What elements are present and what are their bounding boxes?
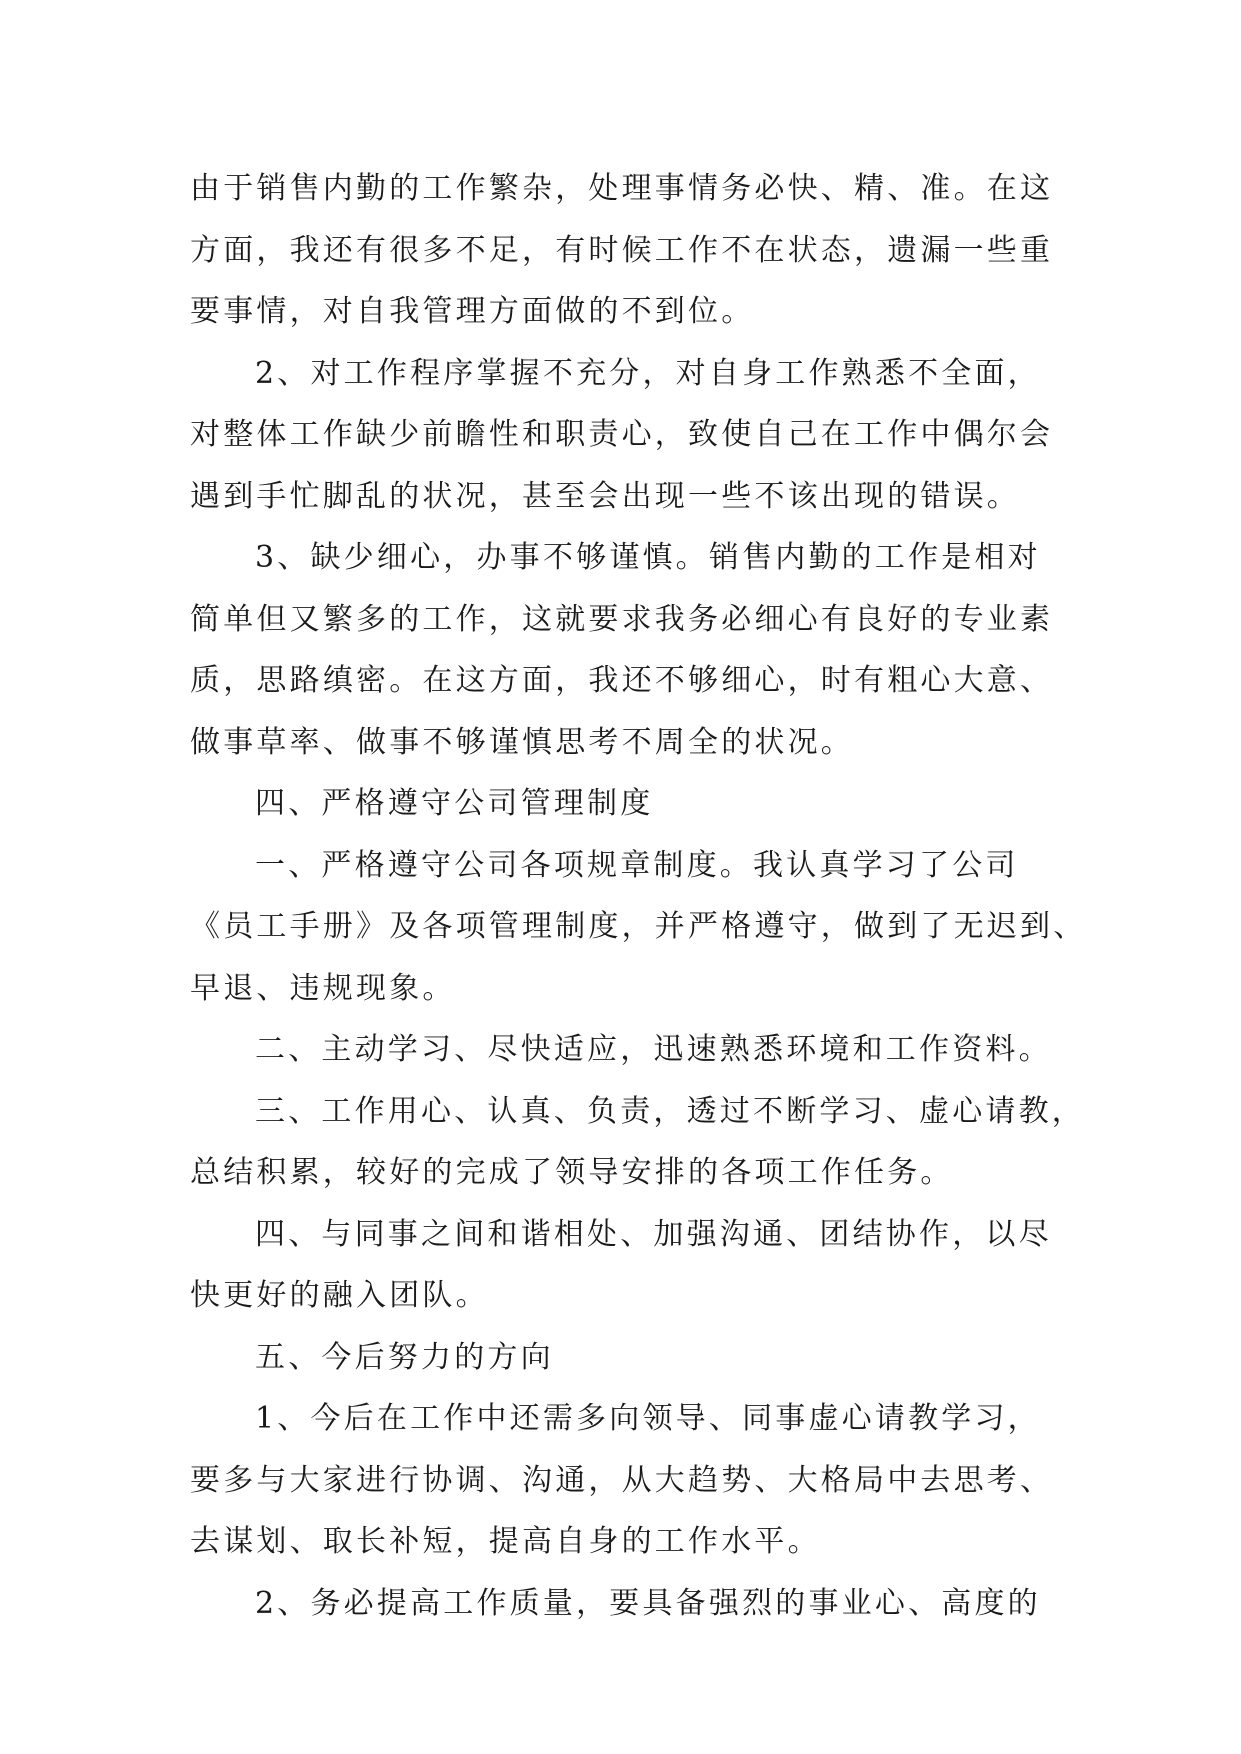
paragraph-start-line: 一、严格遵守公司各项规章制度。我认真学习了公司 xyxy=(255,847,1019,883)
text-line: 早退、违规现象。 xyxy=(190,970,456,1006)
text-line: 总结积累，较好的完成了领导安排的各项工作任务。 xyxy=(190,1155,954,1190)
text-line: 方面，我还有很多不足，有时候工作不在状态，遗漏一些重 xyxy=(190,232,1054,268)
section-heading: 四、严格遵守公司管理制度 xyxy=(255,786,654,821)
paragraph-start-line: 1、今后在工作中还需多向领导、同事虚心请教学习， xyxy=(255,1401,1041,1436)
text-line: 遇到手忙脚乱的状况，甚至会出现一些不该出现的错误。 xyxy=(190,478,1020,514)
paragraph-start-line: 二、主动学习、尽快适应，迅速熟悉环境和工作资料。 xyxy=(255,1032,1052,1067)
text-line: 质，思路缜密。在这方面，我还不够细心，时有粗心大意、 xyxy=(190,663,1054,698)
text-line: 要事情，对自我管理方面做的不到位。 xyxy=(190,294,755,329)
text-line: 《员工手册》及各项管理制度，并严格遵守，做到了无迟到、 xyxy=(190,909,1087,944)
text-line: 由于销售内勤的工作繁杂，处理事情务必快、精、准。在这 xyxy=(190,171,1054,206)
paragraph-start-line: 2、务必提高工作质量，要具备强烈的事业心、高度的 xyxy=(255,1585,1041,1621)
paragraph-start-line: 2、对工作程序掌握不充分，对自身工作熟悉不全面， xyxy=(255,355,1041,391)
body-text xyxy=(190,158,1087,1634)
text-line: 快更好的融入团队。 xyxy=(190,1278,489,1313)
paragraph-start-line: 三、工作用心、认真、负责，透过不断学习、虚心请教， xyxy=(255,1093,1085,1129)
paragraph-start-line: 3、缺少细心，办事不够谨慎。销售内勤的工作是相对 xyxy=(255,540,1041,575)
text-line: 要多与大家进行协调、沟通，从大趋势、大格局中去思考、 xyxy=(190,1462,1054,1498)
section-heading: 五、今后努力的方向 xyxy=(255,1339,554,1375)
text-line: 去谋划、取长补短，提高自身的工作水平。 xyxy=(190,1524,821,1559)
text-line: 对整体工作缺少前瞻性和职责心，致使自己在工作中偶尔会 xyxy=(190,417,1054,452)
text-line: 做事草率、做事不够谨慎思考不周全的状况。 xyxy=(190,724,854,760)
paragraph-start-line: 四、与同事之间和谐相处、加强沟通、团结协作，以尽 xyxy=(255,1216,1052,1252)
text-line: 简单但又繁多的工作，这就要求我务必细心有良好的专业素 xyxy=(190,601,1054,637)
